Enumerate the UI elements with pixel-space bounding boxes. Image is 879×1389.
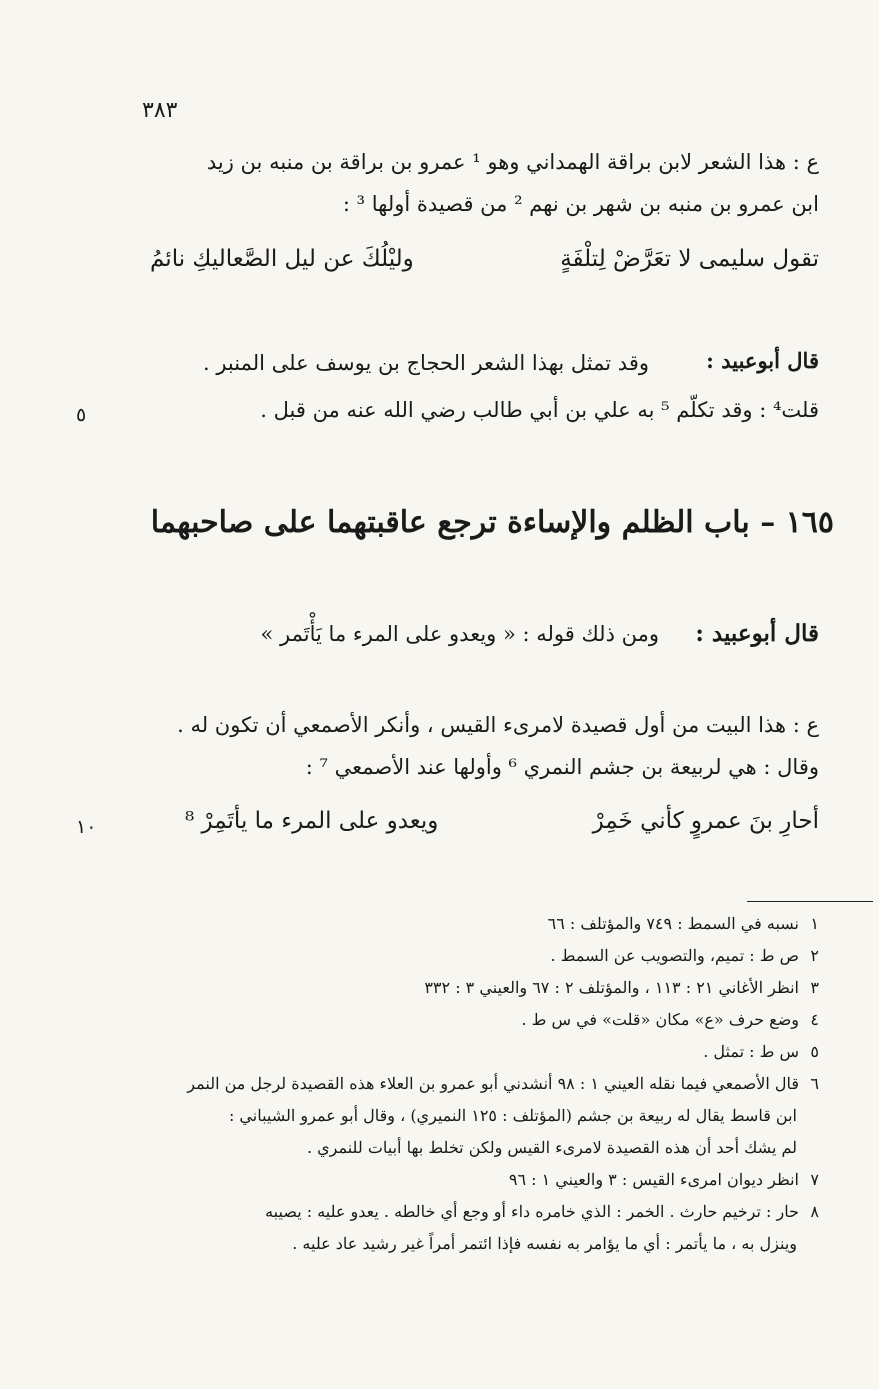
footnote-number: ٨	[810, 1202, 819, 1221]
footnote	[521, 1010, 819, 1029]
footnote-text: انظر الأغاني ٢١ : ١١٣ ، والمؤتلف ٢ : ٦٧ والعيني ٣ : ٣٣٢	[424, 978, 799, 997]
speaker-label: قال أبوعبيد :	[706, 348, 819, 373]
speaker-label: قال أبوعبيد :	[695, 620, 819, 647]
footnote	[265, 1202, 819, 1221]
section-heading: ١٦٥ – باب الظلم والإساءة ترجع عاقبتهما على صاحبهما	[150, 505, 834, 540]
text-line: ع : هذا البيت من أول قصيدة لامرىء القيس ، وأنكر الأصمعي أن تكون له .	[177, 713, 819, 737]
margin-line-number: ١٠	[76, 816, 97, 838]
footnote-text: حار : ترخيم حارث . الخمر : الذي خامره داء أو وجع أي خالطه . يعدو عليه : يصيبه	[265, 1202, 799, 1221]
footnote-text: نسبه في السمط : ٧٤٩ والمؤتلف : ٦٦	[547, 914, 799, 933]
footnote-number: ٥	[810, 1042, 819, 1061]
verse-hemistich-first: تقول سليمى لا تعَرَّضْ لِتلْفَةٍ	[560, 246, 819, 272]
footnote-number: ٧	[810, 1170, 819, 1189]
footnote-text: ص ط : تميم، والتصويب عن السمط .	[550, 946, 799, 965]
verse-hemistich-second: وليْلُكَ عن ليل الصَّعاليكِ نائمُ	[150, 246, 414, 272]
text-line: قلت⁴ : وقد تكلّم ⁵ به علي بن أبي طالب رضي الله عنه من قبل .	[260, 398, 819, 422]
text-line: ابن عمرو بن منبه بن شهر بن نهم ² من قصيدة أولها ³ :	[342, 192, 819, 216]
text-line: وقد تمثل بهذا الشعر الحجاج بن يوسف على المنبر .	[202, 351, 649, 375]
margin-line-number: ٥	[76, 404, 87, 426]
text-line: ومن ذلك قوله : « ويعدو على المرء ما يَأْتَمر »	[260, 622, 659, 646]
footnote	[424, 978, 819, 997]
footnote-continuation: لم يشك أحد أن هذه القصيدة لامرىء القيس ولكن تخلط بها أبيات للنمري .	[306, 1138, 797, 1157]
footnote-text: وضع حرف «ع» مكان «قلت» في س ط .	[521, 1010, 799, 1029]
verse-hemistich-second: ويعدو على المرء ما يأتَمِرْ ⁸	[185, 808, 439, 834]
footnote-number: ٣	[810, 978, 819, 997]
footnote	[548, 914, 819, 933]
footnote-continuation: ابن قاسط يقال له ربيعة بن جشم (المؤتلف : ١٢٥ النميري) ، وقال أبو عمرو الشيباني :	[228, 1106, 797, 1125]
verse-hemistich-first: أحارِ بنَ عمروٍ كأني خَمِرْ	[592, 808, 819, 834]
page-number: ٣٨٣	[142, 98, 178, 123]
footnote	[509, 1170, 819, 1189]
footnote-number: ١	[810, 914, 819, 933]
footnote-text: انظر ديوان امرىء القيس : ٣ والعيني ١ : ٩٦	[508, 1170, 799, 1189]
footnote-number: ٤	[810, 1010, 819, 1029]
footnote-continuation: وينزل به ، ما يأتمر : أي ما يؤامر به نفسه فإذا ائتمر أمراً غير رشيد عاد عليه .	[292, 1234, 797, 1253]
footnote-number: ٢	[810, 946, 819, 965]
footnote-separator	[747, 901, 873, 902]
footnote	[703, 1042, 819, 1061]
footnote	[551, 946, 820, 965]
text-line: وقال : هي لربيعة بن جشم النمري ⁶ وأولها عند الأصمعي ⁷ :	[305, 755, 819, 779]
text-line: ع : هذا الشعر لابن براقة الهمداني وهو ¹ عمرو بن براقة بن منبه بن زيد	[206, 150, 819, 174]
footnote	[187, 1074, 819, 1093]
footnote-text: قال الأصمعي فيما نقله العيني ١ : ٩٨ أنشدني أبو عمرو بن العلاء هذه القصيدة لرجل من النمر	[187, 1074, 799, 1093]
footnote-number: ٦	[810, 1074, 819, 1093]
footnote-text: س ط : تمثل .	[703, 1042, 799, 1061]
